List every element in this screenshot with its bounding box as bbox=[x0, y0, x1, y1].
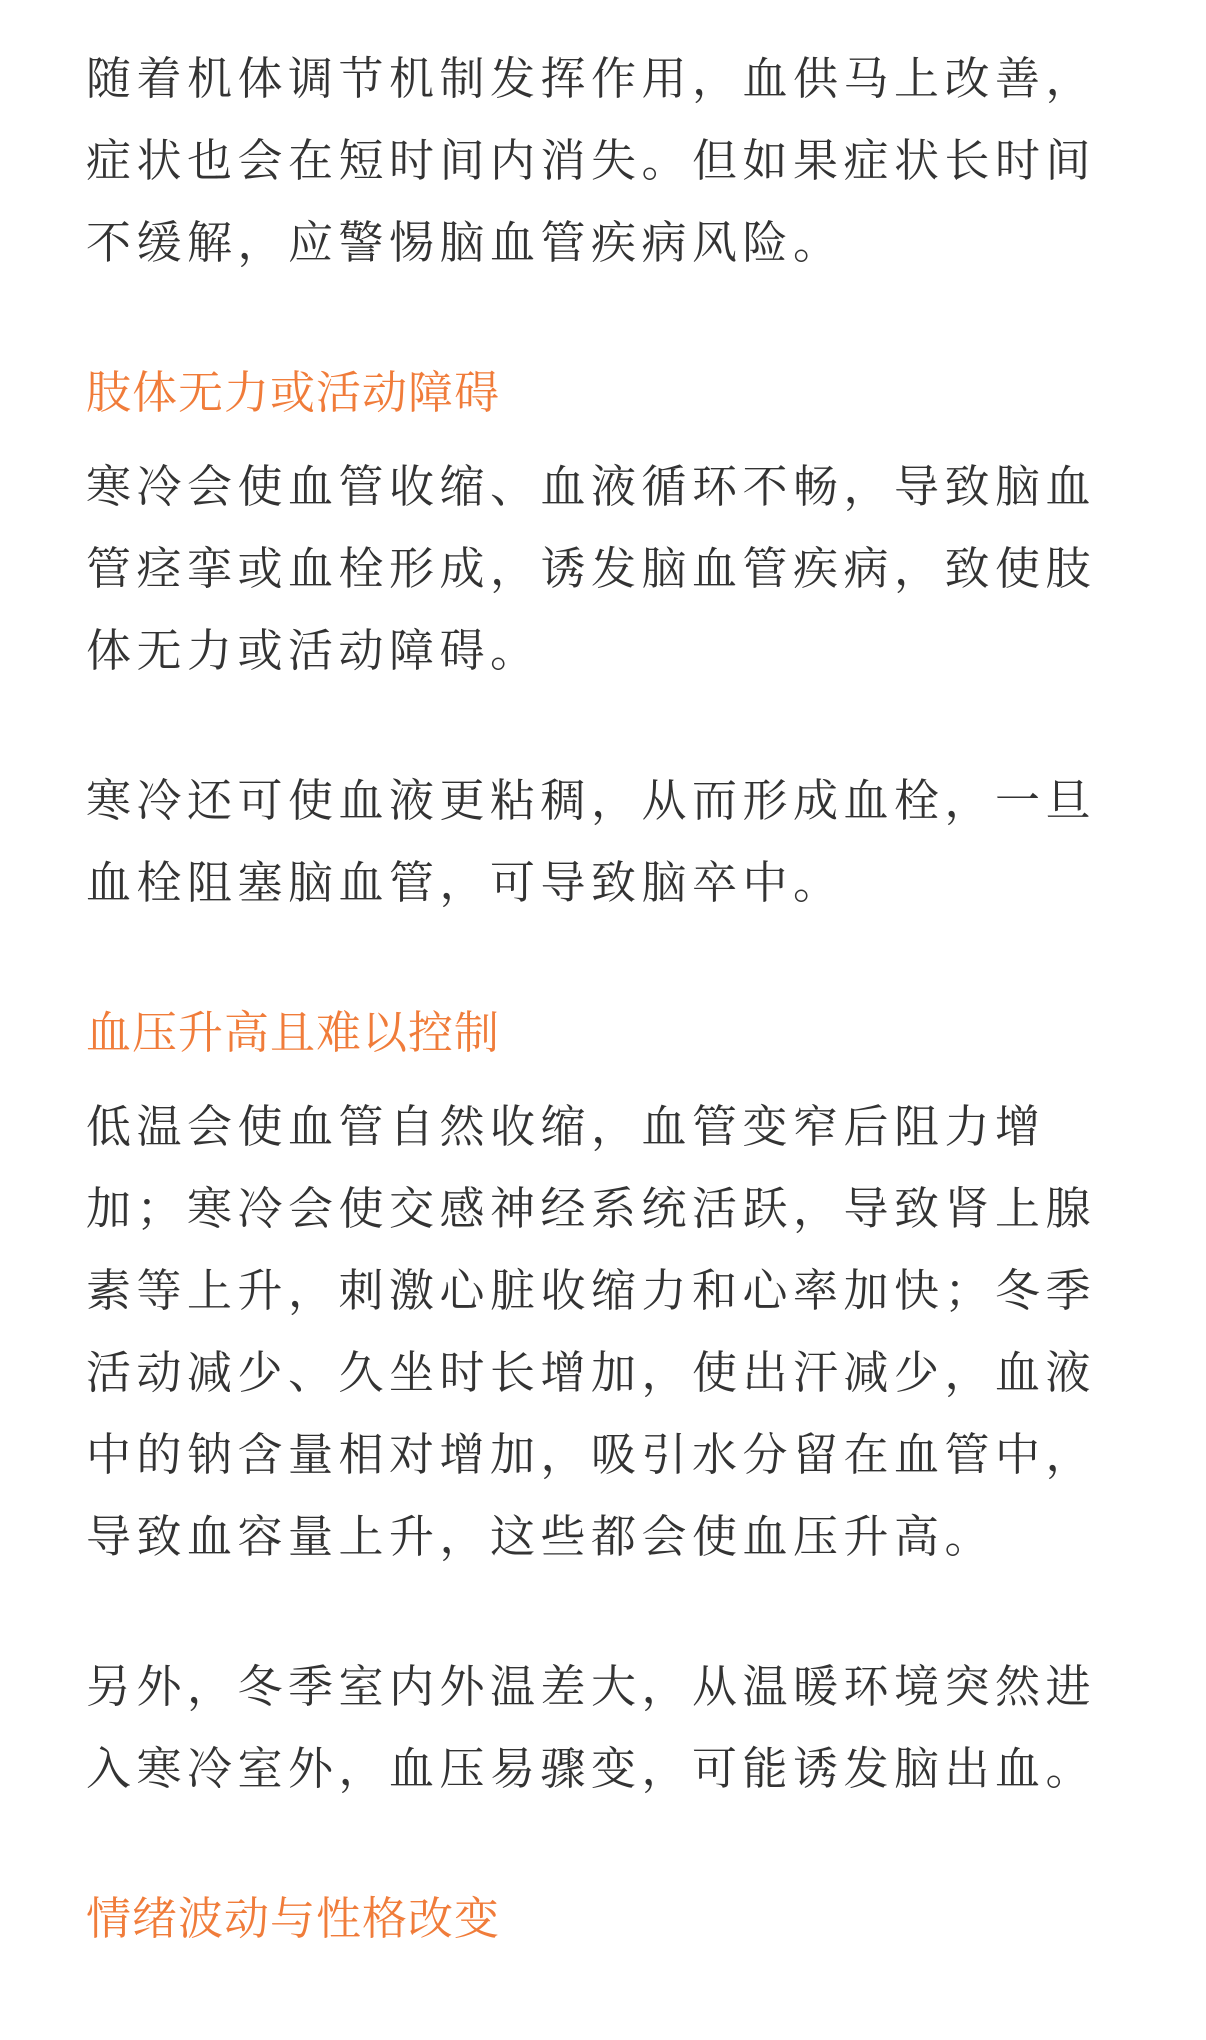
paragraph-blood-pressure-causes: 低温会使血管自然收缩，血管变窄后阻力增 加；寒冷会使交感神经系统活跃，导致肾上腺 素等上升，刺激心脏收缩力和心率加快；冬季 活动减少、久坐时长增加，使出汗减少，血液 中的钠含量相对增加，吸引水分留在血管中， 导致血容量上升，这些都会使血压升高。 bbox=[86, 1100, 1097, 1563]
article-body bbox=[86, 38, 1126, 1960]
spacer bbox=[86, 692, 1126, 760]
paragraph-vasoconstriction: 寒冷会使血管收缩、血液循环不畅，导致脑血 管痉挛或血栓形成，诱发脑血管疾病，致使肢 体无力或活动障碍。 bbox=[86, 460, 1097, 677]
spacer bbox=[86, 434, 1126, 446]
paragraph-blood-viscosity: 寒冷还可使血液更粘稠，从而形成血栓，一旦 血栓阻塞脑血管，可导致脑卒中。 bbox=[86, 774, 1097, 909]
spacer bbox=[86, 284, 1126, 352]
section-heading-mood-personality: 情绪波动与性格改变 bbox=[86, 1892, 501, 1945]
paragraph-tia-symptoms: 随着机体调节机制发挥作用，血供马上改善， 症状也会在短时间内消失。但如果症状长时间 不缓解，应警惕脑血管疾病风险。 bbox=[86, 52, 1097, 269]
spacer bbox=[86, 1074, 1126, 1086]
section-heading-limb-weakness: 肢体无力或活动障碍 bbox=[86, 366, 501, 419]
spacer bbox=[86, 1810, 1126, 1878]
spacer bbox=[86, 1578, 1126, 1646]
spacer bbox=[86, 924, 1126, 992]
paragraph-temperature-difference: 另外，冬季室内外温差大，从温暖环境突然进 入寒冷室外，血压易骤变，可能诱发脑出血。 bbox=[86, 1660, 1097, 1795]
section-heading-blood-pressure: 血压升高且难以控制 bbox=[86, 1006, 501, 1059]
